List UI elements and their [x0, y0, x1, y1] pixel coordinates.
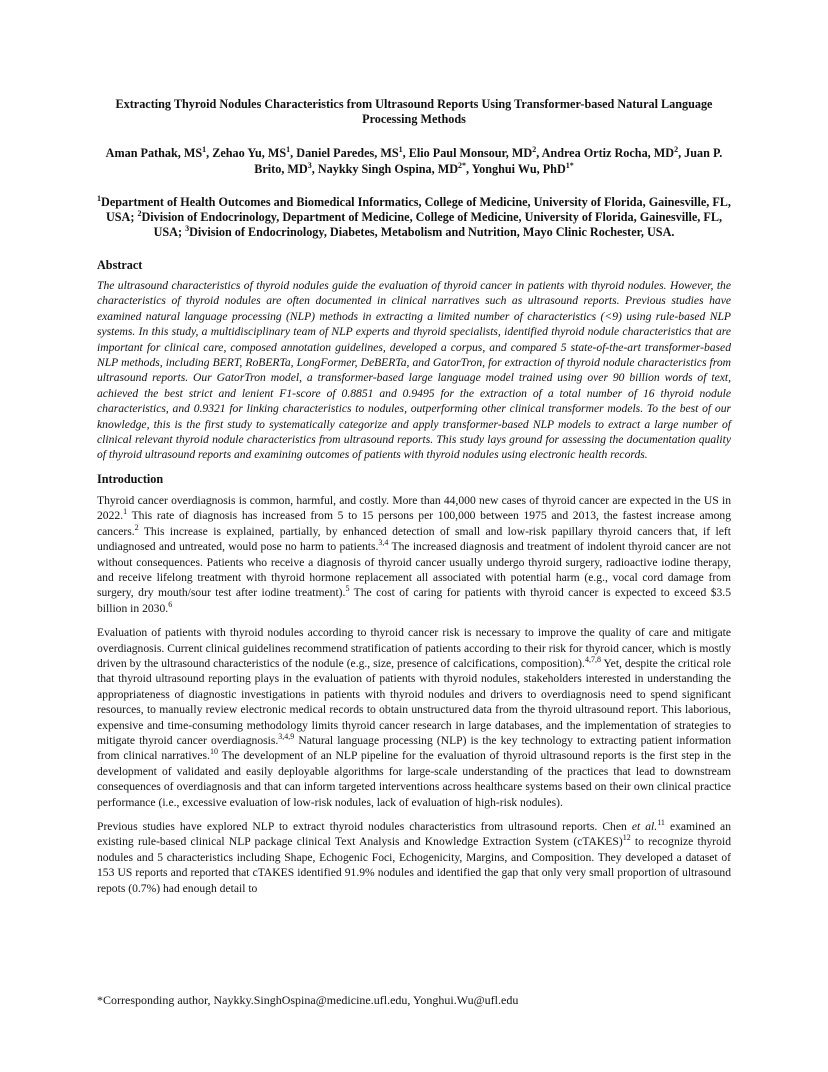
author-affiliation-mark: 2* [458, 160, 467, 170]
affiliation-text: Division of Endocrinology, Diabetes, Metabolism and Nutrition, Mayo Clinic Rochester, USA. [189, 225, 675, 239]
citation-mark: 3,4 [378, 538, 389, 548]
body-text: This rate of diagnosis has increased from 5 to 15 persons per 100,000 between 1975 and 2013, the fastest increase among cancers. [97, 509, 731, 538]
abstract-heading: Abstract [97, 258, 143, 272]
author-affiliation-mark: 1 [202, 144, 207, 154]
author-name: Juan P. Brito, MD [254, 146, 723, 176]
body-text: The cost of caring for patients with thyroid cancer is expected to exceed $3.5 billion in 2030. [97, 586, 732, 615]
citation-mark: 5 [345, 584, 350, 594]
author-name: Yonghui Wu, PhD [471, 162, 566, 176]
intro-paragraph-1 [97, 493, 731, 616]
body-text: The development of an NLP pipeline for the evaluation of thyroid ultrasound reports is the first step in the development of validated and easily deployable algorithms for large-scale understanding of the practices that lead to downstream consequences of overdiagnosis and that can inform targeted interventions across healthcare systems based on their own clinical practice performance (i.e., excessive evaluation of low-risk nodules, lack of evaluation of high-risk nodules). [97, 749, 731, 809]
author-name: Aman Pathak, MS [105, 146, 203, 160]
affiliation-mark: 1 [97, 193, 102, 203]
body-text: Thyroid cancer overdiagnosis is common, harmful, and costly. More than 44,000 new cases of thyroid cancer are expected in the US in 2022. [97, 493, 731, 523]
citation-mark: 1 [123, 507, 128, 517]
citation-mark: 4,7,8 [584, 655, 601, 665]
author-affiliation-mark: 1 [398, 144, 403, 154]
corresponding-author-footnote: *Corresponding author, Naykky.SinghOspina@medicine.ufl.edu, Yonghui.Wu@ufl.edu [97, 993, 519, 1007]
italic-text: et al. [631, 820, 658, 833]
body-text: Previous studies have explored NLP to extract thyroid nodules characteristics from ultrasound reports. Chen [97, 820, 632, 833]
body-text: The increased diagnosis and treatment of indolent thyroid cancer are not without consequences. Patients who receive a diagnosis of thyroid cancer usually undergo thyroid surgery, radioactive iodine therapy, and receive lifelong treatment with thyroid hormone replacement all associated with potential harm (e.g., vocal cord damage from surgery, dry mouth/sour test after iodine treatment). [97, 540, 731, 600]
author-name: Elio Paul Monsour, MD [408, 146, 533, 160]
author-affiliation-mark: 1* [565, 160, 574, 170]
affiliations [97, 195, 731, 240]
author-affiliation-mark: 2 [674, 144, 679, 154]
citation-mark: 11 [657, 818, 665, 828]
body-text: Evaluation of patients with thyroid nodules according to thyroid cancer risk is necessary to improve the quality of care and mitigate overdiagnosis. Current clinical guidelines recommend stratification of patients according to their risk for thyroid cancer, which is mostly driven by the ultrasound characteristics of the nodule (e.g., size, presence of calcifications, composition). [97, 626, 731, 670]
paper-page [97, 97, 731, 896]
affiliation-mark: 2 [137, 208, 142, 218]
author-name: Zehao Yu, MS [212, 146, 287, 160]
author-name: Daniel Paredes, MS [296, 146, 399, 160]
abstract-text: The ultrasound characteristics of thyroid nodules guide the evaluation of thyroid cancer in patients with thyroid nodules. However, the characteristics of thyroid nodules are often documented in clinical narratives such as ultrasound reports. Previous studies have examined natural language processing (NLP) methods in extracting a limited number of characteristics (<9) using rule-based NLP systems. In this study, a multidisciplinary team of NLP experts and thyroid specialists, identified thyroid nodule characteristics that are important for clinical care, composed annotation guidelines, developed a corpus, and compared 5 state-of-the-art transformer-based NLP methods, including BERT, RoBERTa, LongFormer, DeBERTa, and GatorTron, for extraction of thyroid nodule characteristics from ultrasound reports. Our GatorTron model, a transformer-based large language model trained using over 90 billion words of text, achieved the best strict and lenient F1-score of 0.8851 and 0.9495 for the extraction of a total number of 16 thyroid nodule characteristics, and 0.9321 for linking characteristics to nodules, outperforming other clinical transformer models. To the best of our knowledge, this is the first study to systematically categorize and apply transformer-based NLP models to extract a large number of clinical relevant thyroid nodule characteristics from ultrasound reports. This study lays ground for assessing the documentation quality of thyroid ultrasound reports and examining outcomes of patients with thyroid nodules using electronic health records. [97, 279, 731, 462]
author-name: Naykky Singh Ospina, MD [317, 162, 459, 176]
affiliation-text: Department of Health Outcomes and Biomedical Informatics, College of Medicine, University of Florida, Gainesville, FL, USA; [101, 195, 731, 224]
author-affiliation-mark: 1 [286, 144, 291, 154]
intro-paragraph-3 [97, 819, 731, 896]
body-text: examined an existing rule-based clinical NLP package clinical Text Analysis and Knowledge Extraction System (cTAKES) [97, 820, 731, 849]
affiliation-text: Division of Endocrinology, Department of Medicine, College of Medicine, University of Florida, Gainesville, FL, USA; [141, 210, 723, 239]
citation-mark: 2 [134, 522, 139, 532]
citation-mark: 3,4,9 [278, 732, 295, 742]
body-text: Natural language processing (NLP) is the key technology to extracting patient information from clinical narratives. [97, 733, 731, 763]
body-text: This increase is explained, partially, by enhanced detection of small and low-risk papillary thyroid cancers that, if left undiagnosed and untreated, would pose no harm to patients. [97, 524, 731, 554]
affiliation-mark: 3 [185, 223, 190, 233]
citation-mark: 10 [209, 747, 218, 757]
body-text: to recognize thyroid nodules and 5 characteristics including Shape, Echogenic Foci, Echogenicity, Margins, and Composition. They developed a dataset of 153 US reports and reported that cTAKES identified 91.9% nodules and identified the gap that only very small proportion of ultrasound repots (0.7%) had enough detail to [97, 835, 731, 895]
citation-mark: 6 [168, 599, 173, 609]
intro-paragraph-2 [97, 625, 731, 810]
author-list: Aman Pathak, $MS^1$, Zehao Yu, $MS^1$, Daniel Paredes, $MS^1$, Elio Paul Monsour, $MD^2$, Andrea Ortiz Rocha, $MD^2$, Juan P. Brito, $MD^3$, Naykky Singh Ospina, $MD^{2*}$, Yonghui Wu, PhD$^{1*}$ [105, 144, 723, 176]
introduction-heading: Introduction [97, 471, 164, 486]
author-name: Andrea Ortiz Rocha, MD [541, 146, 675, 160]
author-affiliation-mark: 2 [532, 144, 537, 154]
body-text: Yet, despite the critical role that thyroid ultrasound reporting plays in the evaluation of patients with thyroid nodules, stakeholders interested in understanding the appropriateness of diagnostic investigations in patients with thyroid nodules and drivers to overdiagnosis need to spend significant resources, to manually review electronic medical records to obtain unstructured data from the thyroid ultrasound report. This laborious, expensive and time-consuming methodology limits thyroid cancer research in large databases, and the implementation of strategies to mitigate thyroid cancer overdiagnosis. [97, 656, 732, 747]
author-affiliation-mark: 3 [307, 160, 312, 170]
citation-mark: 12 [622, 833, 631, 843]
paper-title: Extracting Thyroid Nodules Characteristics from Ultrasound Reports Using Transformer-based Natural Language Processing Methods [115, 97, 713, 126]
